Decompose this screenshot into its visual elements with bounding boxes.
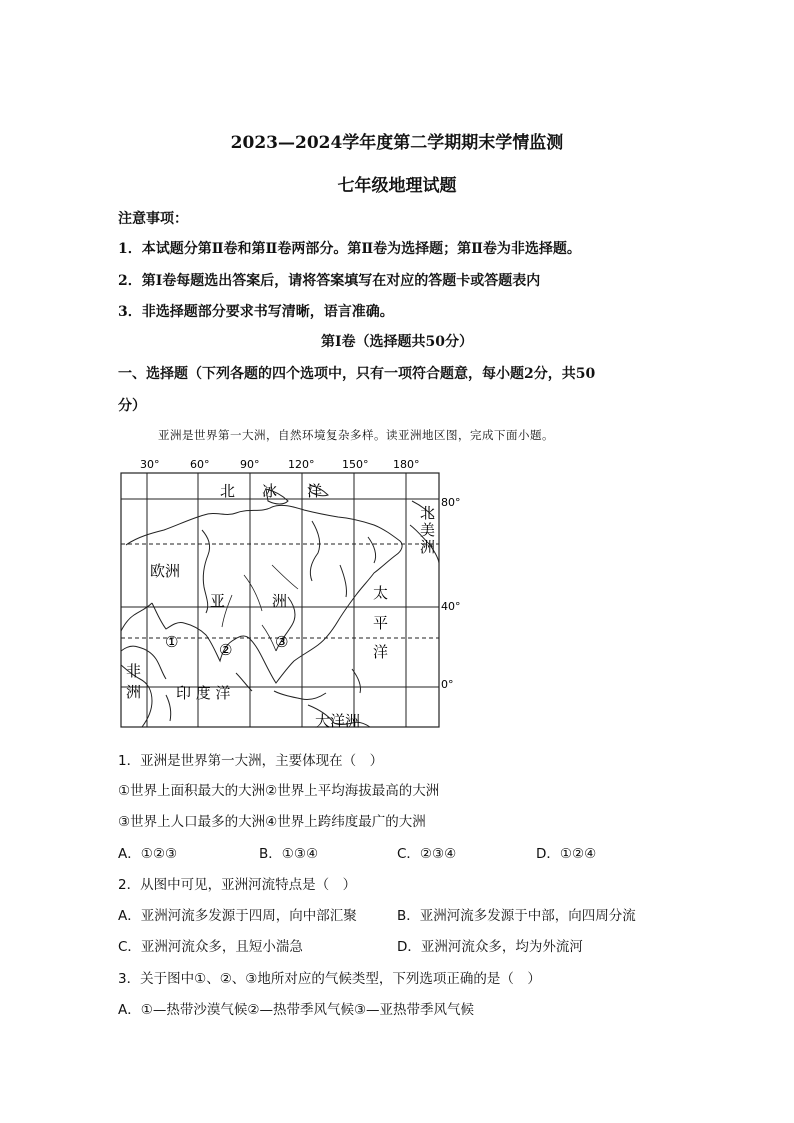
question-2-option-a[interactable]: A．亚洲河流多发源于四周，向中部汇聚 — [118, 908, 357, 924]
label-arctic: 洋 — [307, 482, 323, 500]
label-north-america: 洲 — [420, 538, 436, 556]
question-2-option-b[interactable]: B．亚洲河流多发源于中部，向四周分流 — [397, 908, 636, 924]
label-pacific: 太 — [373, 584, 389, 602]
question-3-option-a[interactable]: A．①—热带沙漠气候②—热带季风气候③—亚热带季风气候 — [118, 1002, 475, 1018]
lon-label: 60° — [190, 458, 210, 471]
question-1-option-a[interactable]: A．①②③ — [118, 846, 178, 862]
question-1-option-d[interactable]: D．①②④ — [536, 846, 597, 862]
question-3-stem: 3．关于图中①、②、③地所对应的气候类型，下列选项正确的是（ ） — [118, 971, 541, 987]
label-arctic: 北 — [220, 482, 236, 500]
question-2-option-d[interactable]: D．亚洲河流众多，均为外流河 — [397, 939, 583, 955]
label-oceania: 大洋洲 — [315, 712, 361, 730]
note-item: 1．本试题分第Ⅱ卷和第Ⅱ卷两部分。第Ⅱ卷为选择题；第Ⅱ卷为非选择题。 — [118, 241, 581, 257]
question-1-option-b[interactable]: B．①③④ — [259, 846, 319, 862]
lon-label: 180° — [393, 458, 420, 471]
lon-label: 120° — [288, 458, 315, 471]
question-2-stem: 2．从图中可见，亚洲河流特点是（ ） — [118, 877, 357, 893]
label-asia: 亚 — [210, 592, 226, 610]
section-instruction: 一、选择题（下列各题的四个选项中，只有一项符合题意，每小题2分，共50 — [118, 366, 596, 382]
question-1-option-c[interactable]: C．②③④ — [397, 846, 457, 862]
question-intro: 亚洲是世界第一大洲，自然环境复杂多样。读亚洲地区图，完成下面小题。 — [158, 428, 554, 442]
label-africa: 洲 — [126, 683, 142, 701]
note-item: 2．第Ⅰ卷每题选出答案后，请将答案填写在对应的答题卡或答题表内 — [118, 273, 541, 289]
label-indian-ocean: 印 度 洋 — [176, 684, 231, 702]
notes-heading: 注意事项： — [118, 211, 188, 227]
label-africa: 非 — [126, 662, 142, 680]
label-pacific: 洋 — [373, 643, 389, 661]
lat-label: 80° — [441, 496, 461, 509]
exam-title: 2023—2024学年度第二学期期末学情监测 — [230, 133, 564, 153]
section-title: 第Ⅰ卷（选择题共50分） — [320, 334, 474, 350]
lon-label: 150° — [342, 458, 369, 471]
note-item: 3．非选择题部分要求书写清晰，语言准确。 — [118, 304, 394, 320]
lat-label: 40° — [441, 600, 461, 613]
question-1-statement: ①世界上面积最大的大洲②世界上平均海拔最高的大洲 — [118, 783, 440, 799]
marker-1: ① — [165, 633, 179, 651]
label-pacific: 平 — [373, 614, 389, 632]
marker-3: ③ — [275, 633, 289, 651]
lat-label: 0° — [441, 678, 454, 691]
exam-subtitle: 七年级地理试题 — [337, 176, 457, 196]
label-north-america: 美 — [420, 521, 436, 539]
marker-2: ② — [219, 641, 233, 659]
question-2-option-c[interactable]: C．亚洲河流众多，且短小湍急 — [118, 939, 303, 955]
lon-label: 90° — [240, 458, 260, 471]
lon-label: 30° — [140, 458, 160, 471]
label-asia: 洲 — [272, 592, 288, 610]
asia-map — [112, 455, 472, 735]
section-instruction-cont: 分） — [118, 398, 146, 414]
question-1-stem: 1．亚洲是世界第一大洲，主要体现在（ ） — [118, 753, 384, 769]
label-arctic: 冰 — [262, 482, 278, 500]
label-europe: 欧洲 — [150, 562, 181, 580]
label-north-america: 北 — [420, 504, 436, 522]
question-1-statement: ③世界上人口最多的大洲④世界上跨纬度最广的大洲 — [118, 814, 426, 830]
